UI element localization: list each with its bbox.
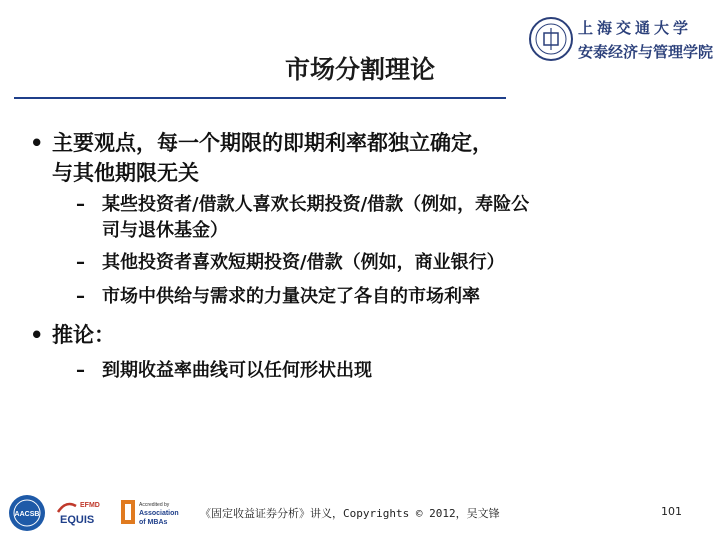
- bullet-icon: •: [30, 131, 44, 155]
- sub-bullet-text: 司与退休基金）: [102, 220, 228, 241]
- bullet-text: 推论：: [52, 323, 115, 347]
- sub-bullet-text: 市场中供给与需求的力量决定了各自的市场利率: [102, 286, 480, 307]
- amba-label-2: Association: [139, 510, 179, 517]
- slide-title: 市场分割理论: [284, 55, 435, 84]
- bullet-icon: •: [30, 323, 44, 347]
- equis-top-label: EFMD: [80, 502, 100, 509]
- sub-bullet: [22, 284, 702, 310]
- bullet-text: 与其他期限无关: [52, 161, 199, 185]
- equis-label: EQUIS: [60, 514, 95, 526]
- school-name: 安泰经济与管理学院: [578, 43, 714, 61]
- sub-bullet-text: 其他投资者喜欢短期投资/借款（例如，商业银行）: [102, 252, 505, 273]
- dash-icon: –: [76, 286, 85, 307]
- title-divider: [14, 97, 506, 99]
- sub-bullet: [22, 192, 702, 244]
- slide-content: [22, 128, 702, 384]
- copyright-text: 《固定收益证券分析》讲义，Copyrights © 2012，吴文锋: [200, 507, 500, 520]
- dash-icon: –: [76, 360, 85, 381]
- footer: [0, 492, 720, 540]
- equis-logo-icon: [54, 496, 112, 530]
- sub-bullet-text: 到期收益率曲线可以任何形状出现: [102, 360, 372, 381]
- amba-label-3: of MBAs: [139, 519, 168, 526]
- bullet-corollary: [22, 320, 702, 350]
- sub-bullet: [22, 358, 702, 384]
- aacsb-label: AACSB: [14, 511, 40, 518]
- sub-bullet-text: 某些投资者/借款人喜欢长期投资/借款（例如，寿险公: [102, 194, 530, 215]
- university-name: 上海交通大学: [578, 19, 693, 37]
- sub-bullet: [22, 250, 702, 276]
- aacsb-logo-icon: [8, 494, 46, 532]
- bullet-text: 主要观点，每一个期限的即期利率都独立确定，: [52, 131, 493, 155]
- amba-logo-icon: [120, 496, 182, 530]
- amba-label-1: Accredited by: [139, 502, 170, 508]
- page-number: 101: [661, 505, 682, 518]
- dash-icon: –: [76, 252, 85, 273]
- bullet-main-view: [22, 128, 702, 188]
- dash-icon: –: [76, 194, 85, 215]
